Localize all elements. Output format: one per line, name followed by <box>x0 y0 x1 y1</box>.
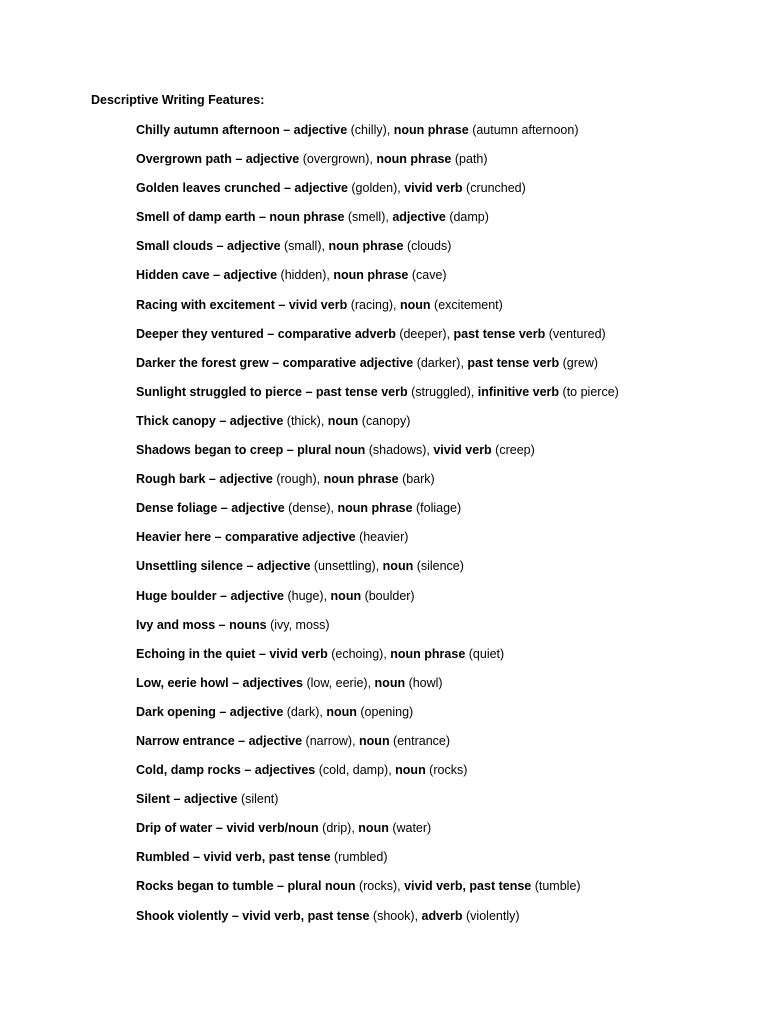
item-phrase: Sunlight struggled to pierce <box>136 384 302 399</box>
item-phrase: Echoing in the quiet <box>136 646 256 661</box>
list-item-text <box>136 849 388 865</box>
item-label-secondary: noun phrase <box>337 501 413 516</box>
item-value-secondary: (rocks) <box>425 763 468 778</box>
item-dash: – <box>212 821 227 836</box>
item-value-primary: (unsettling), <box>310 559 383 574</box>
item-label-primary: adjective <box>229 413 284 428</box>
item-label-primary: adjective <box>229 704 284 719</box>
item-phrase: Silent <box>136 792 171 807</box>
item-phrase: Overgrown path <box>136 152 232 167</box>
item-label-primary: comparative adverb <box>277 326 396 341</box>
list-item-text <box>136 413 410 429</box>
item-phrase: Hidden cave <box>136 268 210 283</box>
item-dash: – <box>255 646 270 661</box>
item-phrase: Chilly autumn afternoon <box>136 123 280 137</box>
item-value-primary: (low, eerie), <box>302 675 375 690</box>
item-label-primary: adjective <box>293 123 348 137</box>
item-phrase: Racing with excitement <box>136 297 275 312</box>
item-dash: – <box>213 239 228 254</box>
item-phrase: Darker the forest grew <box>136 355 269 370</box>
item-label-secondary: noun phrase <box>393 123 469 137</box>
list-item-text <box>136 326 606 342</box>
item-phrase: Rocks began to tumble <box>136 879 274 894</box>
item-value-secondary: (to pierce) <box>559 384 619 399</box>
item-dash: – <box>189 850 204 865</box>
item-label-primary: adjective <box>256 559 311 574</box>
item-label-primary: noun phrase <box>269 210 345 225</box>
item-label-secondary: past tense verb <box>453 326 546 341</box>
list-item-text <box>136 355 598 371</box>
item-value-secondary: (canopy) <box>358 413 411 428</box>
list-item-text <box>136 558 464 574</box>
item-dash: – <box>280 181 295 196</box>
item-label-primary: comparative adjective <box>282 355 414 370</box>
item-dash: – <box>283 443 298 458</box>
item-value-secondary: (foliage) <box>412 501 462 516</box>
item-value-primary: (hidden), <box>277 268 334 283</box>
item-dash: – <box>234 733 249 748</box>
item-dash: – <box>255 210 270 225</box>
item-value-primary: (ivy, moss) <box>266 617 330 632</box>
item-value-primary: (rough), <box>272 472 324 487</box>
item-value-secondary: (water) <box>388 821 432 836</box>
item-value-secondary: (entrance) <box>389 733 451 748</box>
item-label-primary: vivid verb <box>288 297 348 312</box>
item-value-primary: (chilly), <box>347 123 394 137</box>
item-value-secondary: (silence) <box>413 559 464 574</box>
list-item-text <box>136 704 413 720</box>
item-label-secondary: noun <box>327 413 359 428</box>
item-value-secondary: (cave) <box>408 268 447 283</box>
item-phrase: Dense foliage <box>136 501 218 516</box>
list-item-text <box>136 820 431 836</box>
item-value-secondary: (opening) <box>356 704 414 719</box>
item-phrase: Thick canopy <box>136 413 216 428</box>
item-dash: – <box>217 501 232 516</box>
item-value-secondary: (creep) <box>491 443 535 458</box>
item-value-primary: (huge), <box>283 588 331 603</box>
item-label-secondary: noun <box>400 297 431 312</box>
item-value-secondary: (damp) <box>445 210 489 225</box>
item-value-primary: (rumbled) <box>330 850 388 865</box>
item-value-primary: (overgrown), <box>299 152 377 167</box>
list-item-text <box>136 733 450 749</box>
item-dash: – <box>170 792 184 807</box>
item-phrase: Dark opening <box>136 704 216 719</box>
item-value-primary: (heavier) <box>355 530 409 545</box>
item-label-secondary: noun <box>358 821 389 836</box>
item-phrase: Rough bark <box>136 472 206 487</box>
list-item-text <box>136 297 503 313</box>
item-label-primary: adjective <box>245 152 300 167</box>
item-value-secondary: (tumble) <box>531 879 581 894</box>
item-label-primary: vivid verb, past tense <box>242 908 370 923</box>
item-value-secondary: (ventured) <box>545 326 606 341</box>
item-value-secondary: (violently) <box>462 908 520 923</box>
item-dash: – <box>205 472 220 487</box>
item-label-secondary: adverb <box>421 908 463 923</box>
item-phrase: Unsettling silence <box>136 559 243 574</box>
item-value-primary: (shadows), <box>365 443 434 458</box>
item-dash: – <box>215 617 230 632</box>
list-item-text <box>136 675 443 691</box>
item-phrase: Huge boulder <box>136 588 217 603</box>
item-value-primary: (racing), <box>347 297 401 312</box>
item-value-primary: (rocks), <box>355 879 405 894</box>
item-phrase: Small clouds <box>136 239 214 254</box>
list-item-text <box>136 442 535 458</box>
item-phrase: Deeper they ventured <box>136 326 264 341</box>
item-dash: – <box>242 559 257 574</box>
list-item-text <box>136 238 451 254</box>
item-dash: – <box>209 268 224 283</box>
item-label-secondary: noun <box>395 763 426 778</box>
item-value-secondary: (bark) <box>398 472 435 487</box>
item-label-primary: adjective <box>230 588 284 603</box>
list-item-text <box>136 180 526 196</box>
item-label-secondary: vivid verb <box>433 443 492 458</box>
item-dash: – <box>215 704 230 719</box>
item-label-primary: vivid verb <box>269 646 328 661</box>
item-dash: – <box>268 355 283 370</box>
item-value-primary: (struggled), <box>407 384 478 399</box>
item-value-primary: (cold, damp), <box>315 763 396 778</box>
item-value-primary: (drip), <box>318 821 359 836</box>
item-dash: – <box>273 879 288 894</box>
item-label-secondary: past tense verb <box>467 355 560 370</box>
item-phrase: Heavier here <box>136 530 212 545</box>
item-label-secondary: noun <box>330 588 362 603</box>
item-dash: – <box>228 908 243 923</box>
list-item-text <box>136 529 408 545</box>
item-label-primary: nouns <box>229 617 267 632</box>
item-label-primary: adjectives <box>242 675 303 690</box>
item-phrase: Ivy and moss <box>136 617 216 632</box>
item-dash: – <box>301 384 316 399</box>
item-label-secondary: adjective <box>392 210 446 225</box>
list-item-text <box>136 762 467 778</box>
item-value-primary: (echoing), <box>327 646 391 661</box>
list-item-text <box>136 908 520 924</box>
item-label-secondary: noun <box>359 733 390 748</box>
item-value-secondary: (grew) <box>559 355 599 370</box>
item-label-primary: adjective <box>231 501 285 516</box>
list-item-text <box>136 151 488 167</box>
item-dash: – <box>279 123 294 137</box>
item-label-secondary: noun <box>326 704 357 719</box>
item-label-secondary: noun phrase <box>333 268 409 283</box>
item-value-secondary: (crunched) <box>462 181 526 196</box>
item-label-primary: adjectives <box>254 763 316 778</box>
document-heading: Descriptive Writing Features: <box>91 93 265 107</box>
list-item-text <box>136 588 415 604</box>
item-value-primary: (darker), <box>413 355 468 370</box>
item-value-primary: (thick), <box>283 413 328 428</box>
item-value-primary: (narrow), <box>302 733 360 748</box>
item-phrase: Drip of water <box>136 821 213 836</box>
item-value-primary: (golden), <box>347 181 405 196</box>
item-value-secondary: (howl) <box>405 675 443 690</box>
item-phrase: Narrow entrance <box>136 733 235 748</box>
item-value-secondary: (boulder) <box>361 588 415 603</box>
item-dash: – <box>215 413 230 428</box>
item-dash: – <box>211 530 225 545</box>
item-label-primary: adjective <box>227 239 281 254</box>
item-value-secondary: (clouds) <box>403 239 452 254</box>
list-item-text <box>136 267 447 283</box>
item-label-secondary: noun phrase <box>390 646 466 661</box>
list-item-text <box>136 500 461 516</box>
item-label-primary: adjective <box>248 733 303 748</box>
item-phrase: Cold, damp rocks <box>136 763 241 778</box>
item-phrase: Low, eerie howl <box>136 675 229 690</box>
list-item-text <box>136 122 579 138</box>
item-phrase: Shadows began to creep <box>136 443 284 458</box>
list-item-text <box>136 209 489 225</box>
item-label-primary: plural noun <box>297 443 366 458</box>
item-phrase: Smell of damp earth <box>136 210 256 225</box>
item-dash: – <box>263 326 278 341</box>
item-label-primary: adjective <box>183 792 238 807</box>
item-value-primary: (smell), <box>344 210 393 225</box>
item-label-primary: vivid verb/noun <box>226 821 319 836</box>
item-label-secondary: vivid verb <box>404 181 463 196</box>
item-label-primary: comparative adjective <box>224 530 356 545</box>
item-dash: – <box>274 297 289 312</box>
item-value-secondary: (path) <box>451 152 488 167</box>
item-label-secondary: vivid verb, past tense <box>404 879 532 894</box>
item-label-secondary: noun phrase <box>323 472 399 487</box>
item-label-secondary: noun <box>382 559 414 574</box>
item-value-primary: (shook), <box>369 908 422 923</box>
item-label-secondary: noun phrase <box>376 152 452 167</box>
item-value-primary: (small), <box>280 239 329 254</box>
item-label-primary: past tense verb <box>315 384 408 399</box>
item-label-primary: adjective <box>223 268 278 283</box>
item-value-secondary: (quiet) <box>465 646 505 661</box>
item-label-secondary: noun <box>374 675 406 690</box>
item-dash: – <box>228 675 243 690</box>
item-label-primary: adjective <box>219 472 273 487</box>
item-phrase: Rumbled <box>136 850 190 865</box>
item-label-secondary: infinitive verb <box>477 384 560 399</box>
list-item-text <box>136 791 278 807</box>
item-value-secondary: (autumn afternoon) <box>468 123 579 137</box>
item-label-primary: adjective <box>294 181 348 196</box>
list-item-text <box>136 471 435 487</box>
item-value-primary: (silent) <box>237 792 279 807</box>
list-item-text <box>136 384 619 400</box>
item-phrase: Shook violently <box>136 908 229 923</box>
item-label-primary: vivid verb, past tense <box>203 850 331 865</box>
list-item-text <box>136 646 504 662</box>
item-dash: – <box>216 588 231 603</box>
item-value-primary: (dense), <box>284 501 338 516</box>
item-phrase: Golden leaves crunched <box>136 181 281 196</box>
item-value-secondary: (excitement) <box>430 297 503 312</box>
list-item-text <box>136 878 581 894</box>
item-label-secondary: noun phrase <box>328 239 404 254</box>
item-dash: – <box>231 152 246 167</box>
item-value-primary: (deeper), <box>395 326 454 341</box>
item-label-primary: plural noun <box>287 879 356 894</box>
item-dash: – <box>240 763 255 778</box>
list-item-text <box>136 617 330 633</box>
item-value-primary: (dark), <box>283 704 327 719</box>
